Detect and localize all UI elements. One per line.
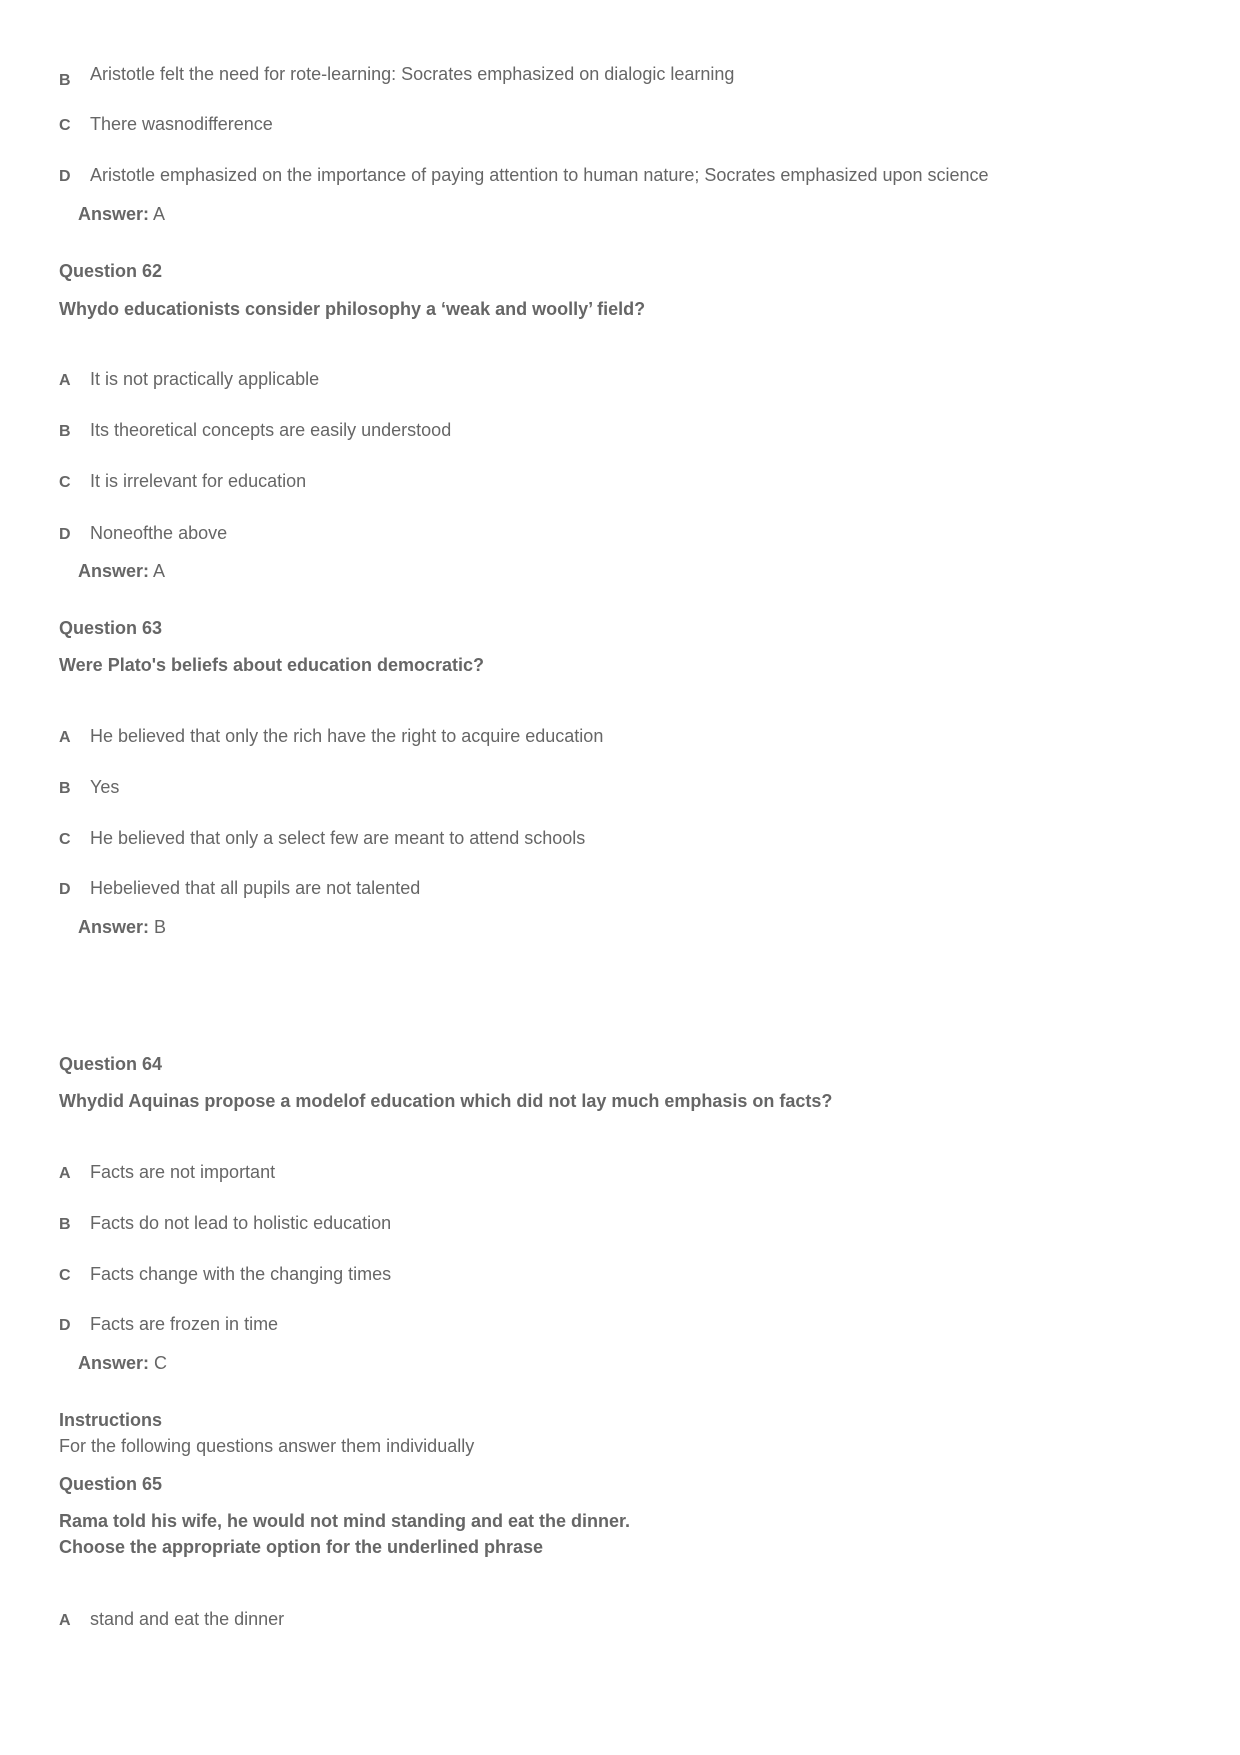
option-text: Facts are frozen in time (90, 1314, 279, 1334)
question-heading: Question 62 (59, 261, 163, 281)
option-letter: C (59, 117, 71, 134)
option-letter: C (59, 1267, 71, 1284)
question-heading: Question 63 (59, 618, 163, 638)
option-letter: D (59, 526, 71, 543)
answer-line (78, 917, 166, 938)
question-text: Whydo educationists consider philosophy a ‘weak and woolly’ field? (59, 299, 646, 319)
option-text: Hebelieved that all pupils are not talented (90, 878, 421, 898)
option-text: Its theoretical concepts are easily understood (90, 420, 452, 440)
answer-value: A (153, 204, 166, 224)
option-text: Facts are not important (90, 1162, 276, 1182)
question-text: Were Plato's beliefs about education democratic? (59, 655, 485, 675)
answer-line (78, 204, 165, 225)
answer-line (78, 1353, 167, 1374)
option-letter: A (59, 729, 71, 746)
option-letter: A (59, 1612, 71, 1629)
answer-value: B (154, 917, 167, 937)
option-text: He believed that only a select few are meant to attend schools (90, 828, 586, 848)
instructions-heading: Instructions (59, 1410, 163, 1430)
option-text: Aristotle felt the need for rote-learning: Socrates emphasized on dialogic learning (90, 64, 735, 84)
question-heading: Question 65 (59, 1474, 163, 1494)
option-letter: D (59, 1317, 71, 1334)
option-text: Facts do not lead to holistic education (90, 1213, 392, 1233)
option-letter: B (59, 423, 71, 440)
option-text: It is not practically applicable (90, 369, 320, 389)
option-text: Facts change with the changing times (90, 1264, 392, 1284)
option-letter: B (59, 72, 71, 89)
option-text: Noneofthe above (90, 523, 228, 543)
option-text: It is irrelevant for education (90, 471, 307, 491)
answer-label: Answer: (78, 917, 150, 937)
option-text: stand and eat the dinner (90, 1609, 285, 1629)
question-text: Whydid Aquinas propose a modelof education which did not lay much emphasis on facts? (59, 1091, 833, 1111)
answer-value: A (153, 561, 166, 581)
answer-value: C (154, 1353, 168, 1373)
question-text-line-1: Rama told his wife, he would not mind standing and eat the dinner. (59, 1511, 631, 1531)
answer-label: Answer: (78, 204, 150, 224)
option-letter: A (59, 372, 71, 389)
option-text: Aristotle emphasized on the importance of paying attention to human nature; Socrates emphasized upon science (90, 165, 989, 185)
option-letter: B (59, 780, 71, 797)
question-text-line-2: Choose the appropriate option for the underlined phrase (59, 1537, 544, 1557)
option-letter: C (59, 831, 71, 848)
option-text: He believed that only the rich have the right to acquire education (90, 726, 604, 746)
answer-label: Answer: (78, 1353, 150, 1373)
answer-line (78, 561, 165, 582)
question-heading: Question 64 (59, 1054, 163, 1074)
option-letter: B (59, 1216, 71, 1233)
instructions-text: For the following questions answer them individually (59, 1436, 475, 1456)
option-text: There wasnodifference (90, 114, 273, 134)
option-letter: C (59, 474, 71, 491)
answer-label: Answer: (78, 561, 150, 581)
option-letter: D (59, 168, 71, 185)
option-text: Yes (90, 777, 120, 797)
option-letter: A (59, 1165, 71, 1182)
option-letter: D (59, 881, 71, 898)
